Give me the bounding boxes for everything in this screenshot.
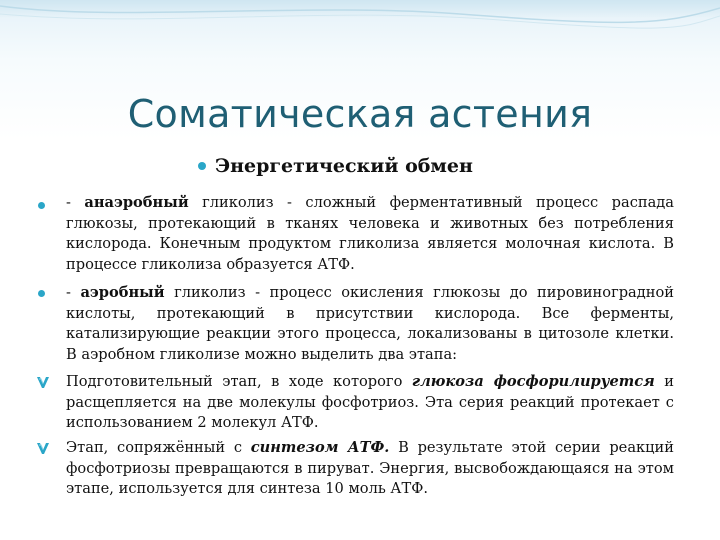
term-aerobic: аэробный bbox=[80, 284, 165, 301]
section-heading bbox=[198, 155, 473, 177]
paragraph-text: Этап, сопряжённый с bbox=[66, 439, 251, 456]
bullet-dot-icon bbox=[38, 290, 45, 297]
paragraph-text: гликолиз - сложный ферментативный процесс распада глюкозы, протекающий в тканях человека и животных без потребления кислорода. Конечным продуктом гликолиза является молочная кислота. В процессе гликолиза образуется АТФ. bbox=[66, 194, 674, 273]
bullet-dot-icon bbox=[38, 202, 45, 209]
checkmark-v-icon bbox=[36, 375, 50, 389]
term-anaerobic: анаэробный bbox=[84, 194, 189, 211]
emphasis-phosphorylation: глюкоза фосфорилируется bbox=[411, 373, 655, 390]
paragraph-atp-synthesis-stage bbox=[66, 438, 674, 500]
decorative-wave bbox=[0, 0, 720, 40]
slide-title: Соматическая астения bbox=[127, 92, 593, 136]
paragraph-preparatory-stage bbox=[66, 372, 674, 434]
checkmark-v-icon bbox=[36, 441, 50, 455]
emphasis-atp-synthesis: синтезом АТФ. bbox=[250, 439, 390, 456]
paragraph-prefix: - bbox=[66, 284, 81, 301]
section-heading-text: Энергетический обмен bbox=[215, 155, 473, 177]
bullet-dot-icon bbox=[198, 162, 206, 170]
paragraph-anaerobic bbox=[66, 193, 674, 275]
paragraph-prefix: - bbox=[66, 194, 85, 211]
paragraph-aerobic bbox=[66, 283, 674, 365]
paragraph-text: В результате этой серии реакций фосфотриозы превращаются в пируват. Энергия, высвобождающаяся на этом этапе, используется для синтеза 10 моль АТФ. bbox=[66, 439, 674, 497]
paragraph-text: Подготовительный этап, в ходе которого bbox=[66, 373, 412, 390]
paragraph-text: и расщепляется на две молекулы фосфотриоз. Эта серия реакций протекает с использованием 2 молекул АТФ. bbox=[66, 373, 674, 431]
paragraph-text: гликолиз - процесс окисления глюкозы до пировиноградной кислоты, протекающий в присутствии кислорода. Все ферменты, катализирующие реакции этого процесса, локализованы в цитозоле клетки. В аэробном гликолизе можно выделить два этапа: bbox=[66, 284, 674, 363]
